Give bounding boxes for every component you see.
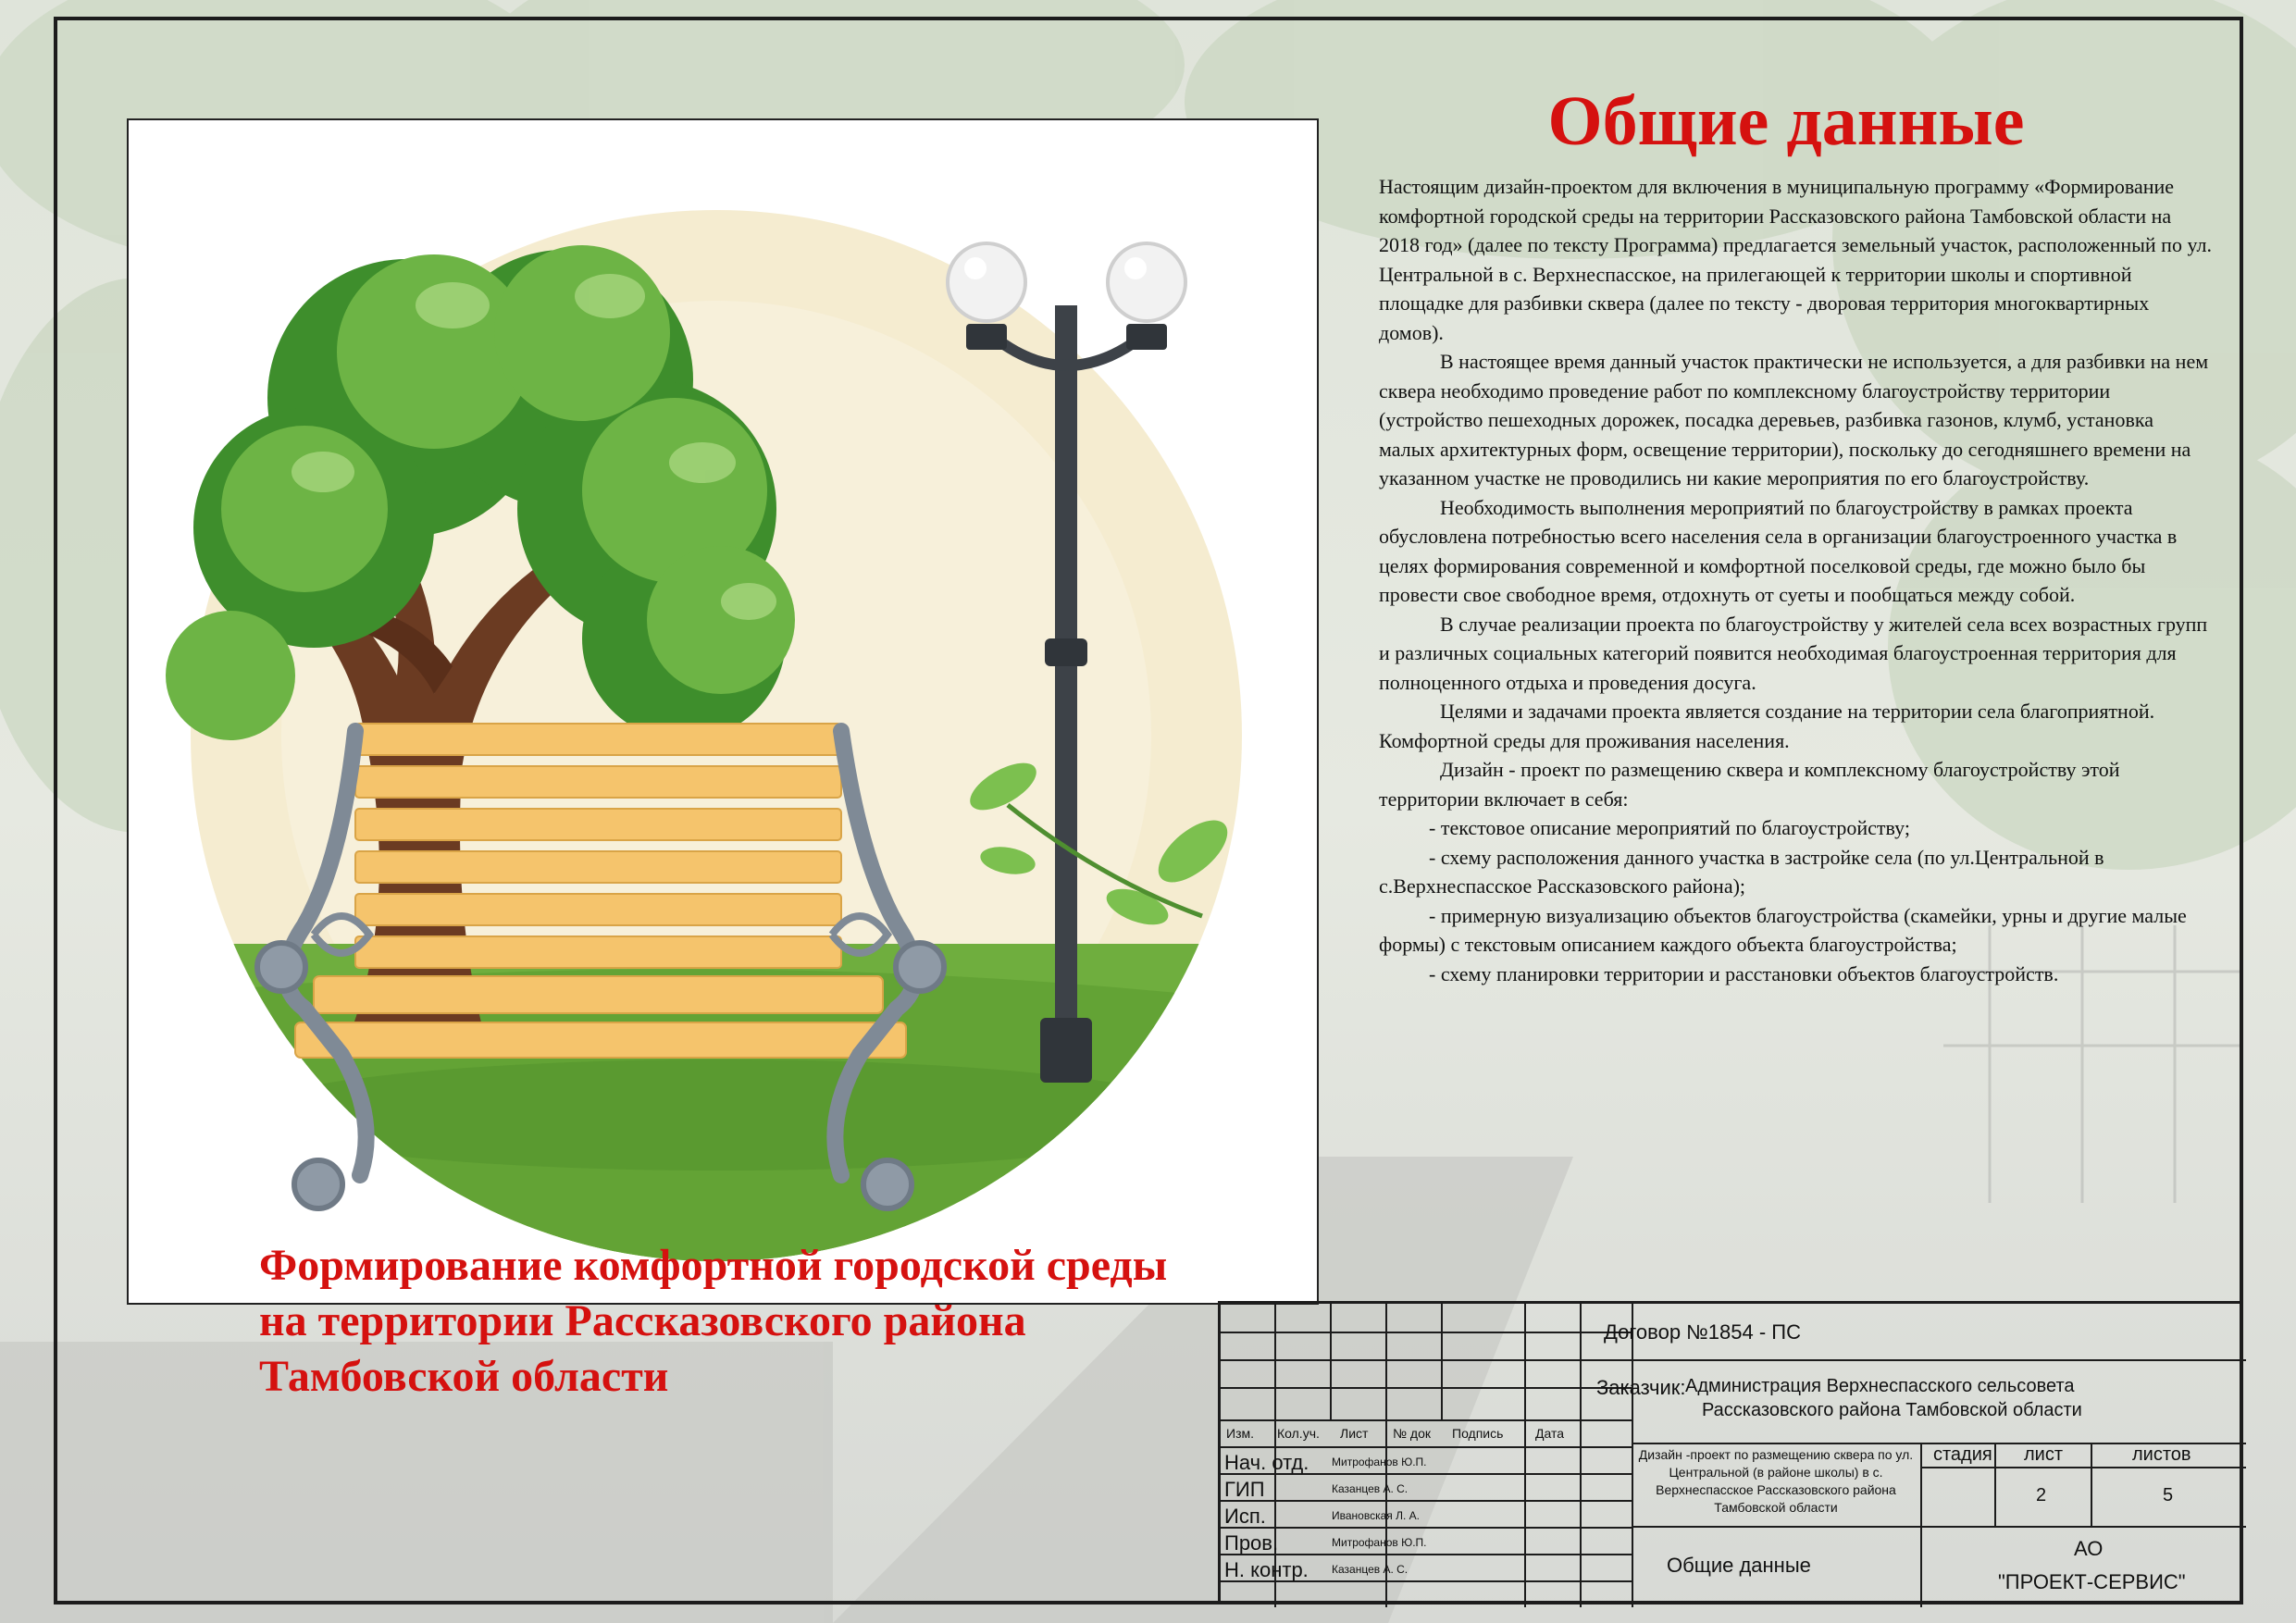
col-header-list: Лист	[1340, 1426, 1369, 1441]
list-item: - схему планировки территории и расстановки объектов благоустройств.	[1429, 961, 2059, 985]
title-block	[1218, 1301, 2243, 1604]
description-text	[1379, 172, 2212, 988]
list-item: - примерную визуализацию объектов благоустройства (скамейки, урны и другие малые формы) с текстовым описанием каждого объекта благоустройства;	[1379, 903, 2187, 956]
customer-region: Рассказовского района Тамбовской области	[1702, 1400, 2082, 1420]
page-title: Общие данные	[1547, 82, 2025, 160]
list-item: - текстовое описание мероприятий по благоустройству;	[1429, 816, 1910, 839]
sheet-name: Общие данные	[1667, 1554, 1811, 1577]
sheets-label: листов	[2132, 1444, 2191, 1465]
role-executor: Исп.	[1224, 1505, 1266, 1528]
project-description: Дизайн -проект по размещению сквера по ул. Центральной (в районе школы) в с. Верхнеспасское Рассказовского района Тамбовской области	[1638, 1447, 1914, 1515]
role-norm-control: Н. контр.	[1224, 1558, 1309, 1581]
customer-label: Заказчик:	[1596, 1376, 1686, 1399]
bench-illustration	[127, 118, 1319, 1305]
col-header-izm: Изм.	[1226, 1426, 1254, 1441]
sheet-number: 2	[2036, 1485, 2047, 1505]
sheet-label: лист	[2024, 1444, 2064, 1465]
paragraph-current-state: В настоящее время данный участок практически не используется, а для разбивки на нем сквера необходимо проведение работ по комплексному благоустройству территории (устройство пешеходных дорожек, посадка деревьев, разбивка газонов, клумб, установка малых архитектурных форм, освещение территории), поскольку до сегодняшнего времени на указанном участке не проводились ни какие мероприятия по его благоустройству.	[1379, 350, 2209, 489]
paragraph-intro: Настоящим дизайн-проектом для включения в муниципальную программу «Формирование комфортной городской среды на территории Рассказовского района Тамбовской области на 2018 год» (далее по тексту Программа) предлагается земельный участок, расположенный по ул. Центральной в с. Верхнеспасское, на прилегающей к территории школы и спортивной площадке для разбивки сквера (далее по тексту - дворовая территория многоквартирных домов).	[1379, 175, 2212, 344]
col-header-sign: Подпись	[1452, 1426, 1504, 1441]
role-gip: ГИП	[1224, 1478, 1265, 1501]
paragraph-goals: Целями и задачами проекта является создание на территории села благоприятной. Комфортной среды для проживания населения.	[1379, 700, 2155, 752]
col-header-doc: № док	[1393, 1426, 1431, 1441]
customer-name: Администрация Верхнеспасского сельсовета	[1685, 1376, 2075, 1396]
sheets-total: 5	[2163, 1485, 2174, 1505]
role-head: Нач. отд.	[1224, 1451, 1309, 1474]
role-checker: Пров.	[1224, 1531, 1279, 1555]
col-header-kol: Кол.уч.	[1277, 1426, 1320, 1441]
stage-label: стадия	[1933, 1444, 1992, 1465]
name-norm-control: Казанцев А. С.	[1332, 1563, 1409, 1576]
project-title: Формирование комфортной городской среды на территории Рассказовского района Тамбовской области	[259, 1241, 1168, 1401]
paragraph-necessity: Необходимость выполнения мероприятий по благоустройству в рамках проекта обусловлена потребностью всего населения села в организации благоустроенного участка в целях формирования современной и комфортной поселковой среды, где можно было бы провести свое свободное время, отдохнуть от суеты и пообщаться между собой.	[1379, 495, 2178, 606]
col-header-date: Дата	[1535, 1426, 1565, 1441]
name-checker: Митрофанов Ю.П.	[1332, 1536, 1427, 1549]
name-executor: Ивановская Л. А.	[1332, 1509, 1420, 1522]
paragraph-outcome: В случае реализации проекта по благоустройству у жителей села всех возрастных групп и различных социальных категорий появится необходимая благоустроенная территория для полноценного отдыха и проведения досуга.	[1379, 612, 2208, 694]
contract-number: Договор №1854 - ПС	[1604, 1320, 1801, 1344]
name-gip: Казанцев А. С.	[1332, 1482, 1409, 1495]
paragraph-contents: Дизайн - проект по размещению сквера и комплексному благоустройству этой территории включает в себя:	[1379, 758, 2120, 811]
organization-type: АО	[2074, 1537, 2104, 1560]
name-head: Митрофанов Ю.П.	[1332, 1456, 1427, 1468]
list-item: - схему расположения данного участка в застройке села (по ул.Центральной в с.Верхнеспасское Рассказовского района);	[1379, 845, 2104, 898]
organization-name: "ПРОЕКТ-СЕРВИС"	[1998, 1570, 2186, 1593]
